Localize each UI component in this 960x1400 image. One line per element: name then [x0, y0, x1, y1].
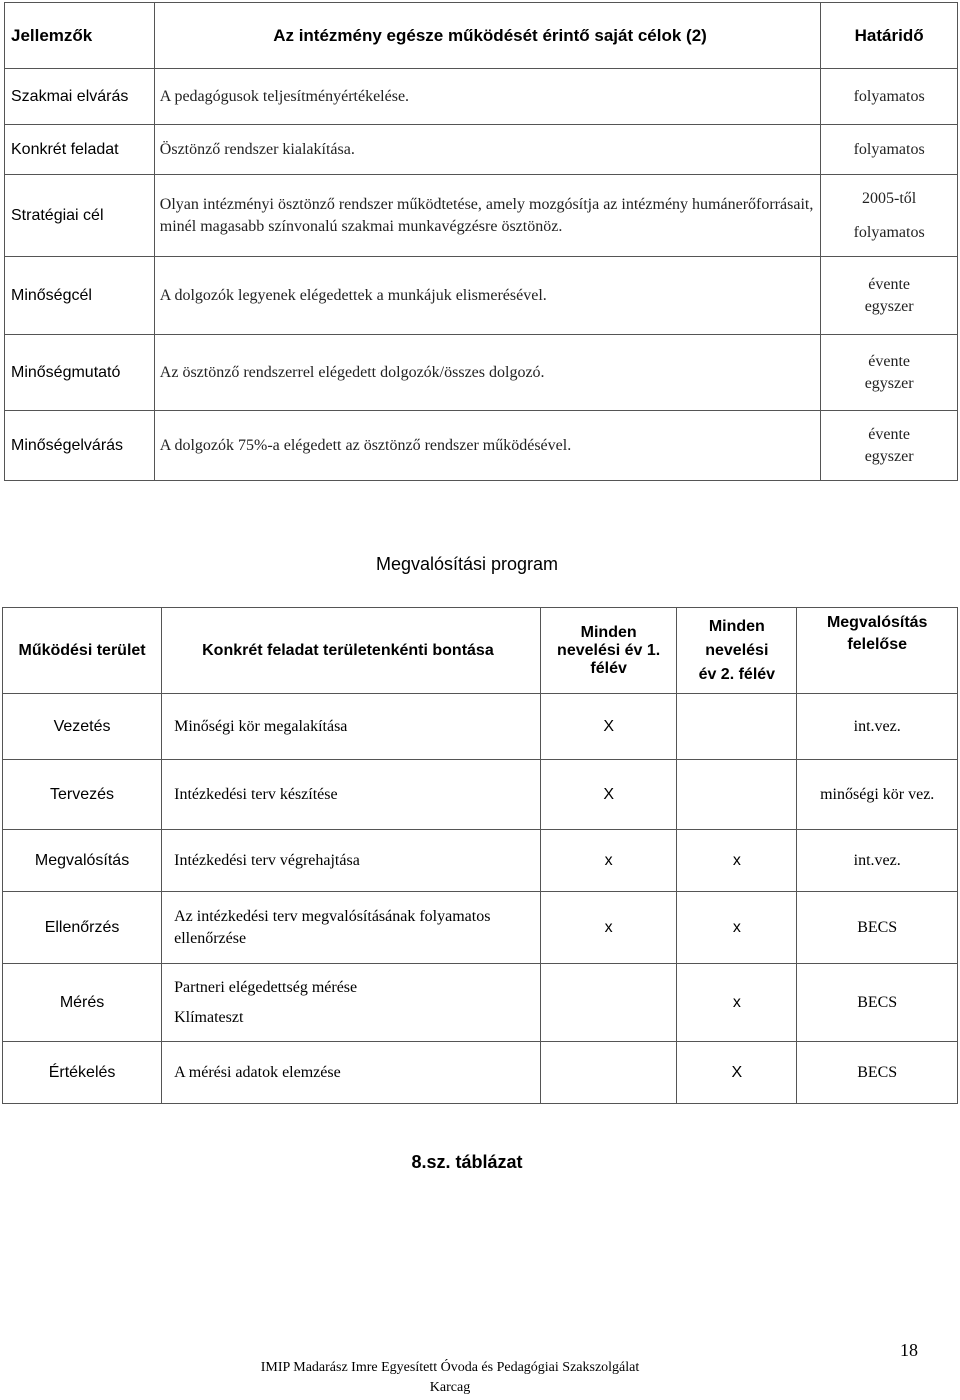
- header-hatarido: Határidő: [821, 3, 958, 69]
- program-title: Megvalósítási program: [375, 554, 559, 574]
- row-half1: X: [541, 694, 677, 760]
- row-responsible: int.vez.: [797, 694, 958, 760]
- deadline-line1: évente: [868, 425, 910, 443]
- row-area: Vezetés: [3, 694, 162, 760]
- row-text: Ösztönző rendszer kialakítása.: [154, 125, 820, 175]
- row-area: Megvalósítás: [3, 830, 162, 892]
- program-table-header: [3, 608, 958, 694]
- program-row: [3, 1042, 958, 1104]
- program-table: [2, 607, 958, 1104]
- row-label: Minőségcél: [5, 257, 155, 335]
- goals-table-header: [5, 3, 958, 69]
- deadline-line2: egyszer: [864, 374, 914, 392]
- row-area: Értékelés: [3, 1042, 162, 1104]
- row-responsible: minőségi kör vez.: [797, 760, 958, 830]
- row-task: Intézkedési terv készítése: [162, 760, 541, 830]
- footer-line1: IMIP Madarász Imre Egyesített Óvoda és Pedagógiai Szakszolgálat: [260, 1360, 640, 1375]
- row-area: Ellenőrzés: [3, 892, 162, 964]
- header-half1: Minden nevelési év 1. félév: [541, 608, 677, 694]
- row-text: Olyan intézményi ösztönző rendszer működtetése, amely mozgósítja az intézmény humánerőforrásait, minél magasabb színvonalú szakmai munkavégzésre ösztönöz.: [154, 175, 820, 257]
- row-half2: [677, 760, 797, 830]
- header-goals: Az intézmény egésze működését érintő saját célok (2): [154, 3, 820, 69]
- goals-row: [5, 257, 958, 335]
- row-task: Az intézkedési terv megvalósításának folyamatos ellenőrzése: [162, 892, 541, 964]
- header-half2-line2: év 2. félév: [698, 665, 776, 683]
- deadline-line1: 2005-től: [862, 189, 917, 207]
- program-row: [3, 964, 958, 1042]
- task-line2: Klímateszt: [174, 1008, 244, 1026]
- row-label: Minőségmutató: [5, 335, 155, 411]
- row-text: A pedagógusok teljesítményértékelése.: [154, 69, 820, 125]
- header-half2-line1: Minden nevelési: [705, 617, 769, 659]
- row-deadline: folyamatos: [821, 69, 958, 125]
- row-responsible: int.vez.: [797, 830, 958, 892]
- row-half2: X: [677, 1042, 797, 1104]
- row-text: A dolgozók 75%-a elégedett az ösztönző rendszer működésével.: [154, 411, 820, 481]
- goals-row: [5, 335, 958, 411]
- deadline-line1: évente: [868, 352, 910, 370]
- row-deadline: [821, 335, 958, 411]
- page-footer: [0, 1358, 900, 1398]
- program-row: [3, 892, 958, 964]
- row-half2: x: [677, 830, 797, 892]
- row-responsible: BECS: [797, 892, 958, 964]
- row-half1: x: [541, 830, 677, 892]
- row-label: Stratégiai cél: [5, 175, 155, 257]
- goals-table: [4, 2, 958, 481]
- row-area: Mérés: [3, 964, 162, 1042]
- row-text: A dolgozók legyenek elégedettek a munkájuk elismerésével.: [154, 257, 820, 335]
- row-task: [162, 964, 541, 1042]
- row-label: Minőségelvárás: [5, 411, 155, 481]
- row-deadline: [821, 257, 958, 335]
- header-task: Konkrét feladat területenkénti bontása: [162, 608, 541, 694]
- program-row: [3, 760, 958, 830]
- header-responsible: Megvalósítás felelőse: [797, 608, 958, 694]
- goals-row: [5, 69, 958, 125]
- program-row: [3, 830, 958, 892]
- row-task: Minőségi kör megalakítása: [162, 694, 541, 760]
- row-responsible: BECS: [797, 1042, 958, 1104]
- goals-row: [5, 411, 958, 481]
- row-deadline: folyamatos: [821, 125, 958, 175]
- footer-line2: Karcag: [429, 1380, 471, 1395]
- row-label: Konkrét feladat: [5, 125, 155, 175]
- header-half2: [677, 608, 797, 694]
- deadline-line2: egyszer: [864, 447, 914, 465]
- header-area: Működési terület: [3, 608, 162, 694]
- row-half1: [541, 964, 677, 1042]
- row-half2: [677, 694, 797, 760]
- row-half1: X: [541, 760, 677, 830]
- row-half1: x: [541, 892, 677, 964]
- table-caption: 8.sz. táblázat: [411, 1152, 523, 1172]
- row-task: A mérési adatok elemzése: [162, 1042, 541, 1104]
- row-task: Intézkedési terv végrehajtása: [162, 830, 541, 892]
- goals-row: [5, 125, 958, 175]
- row-text: Az ösztönző rendszerrel elégedett dolgozók/összes dolgozó.: [154, 335, 820, 411]
- page-number: 18: [900, 1340, 918, 1360]
- row-area: Tervezés: [3, 760, 162, 830]
- row-half2: x: [677, 892, 797, 964]
- row-label: Szakmai elvárás: [5, 69, 155, 125]
- row-responsible: BECS: [797, 964, 958, 1042]
- goals-row: [5, 175, 958, 257]
- row-deadline: [821, 175, 958, 257]
- program-row: [3, 694, 958, 760]
- header-jellemzok: Jellemzők: [11, 25, 93, 45]
- task-line1: Partneri elégedettség mérése: [174, 978, 358, 996]
- deadline-line2: egyszer: [864, 297, 914, 315]
- row-half2: x: [677, 964, 797, 1042]
- row-half1: [541, 1042, 677, 1104]
- deadline-line2: folyamatos: [853, 223, 925, 241]
- deadline-line1: évente: [868, 275, 910, 293]
- row-deadline: [821, 411, 958, 481]
